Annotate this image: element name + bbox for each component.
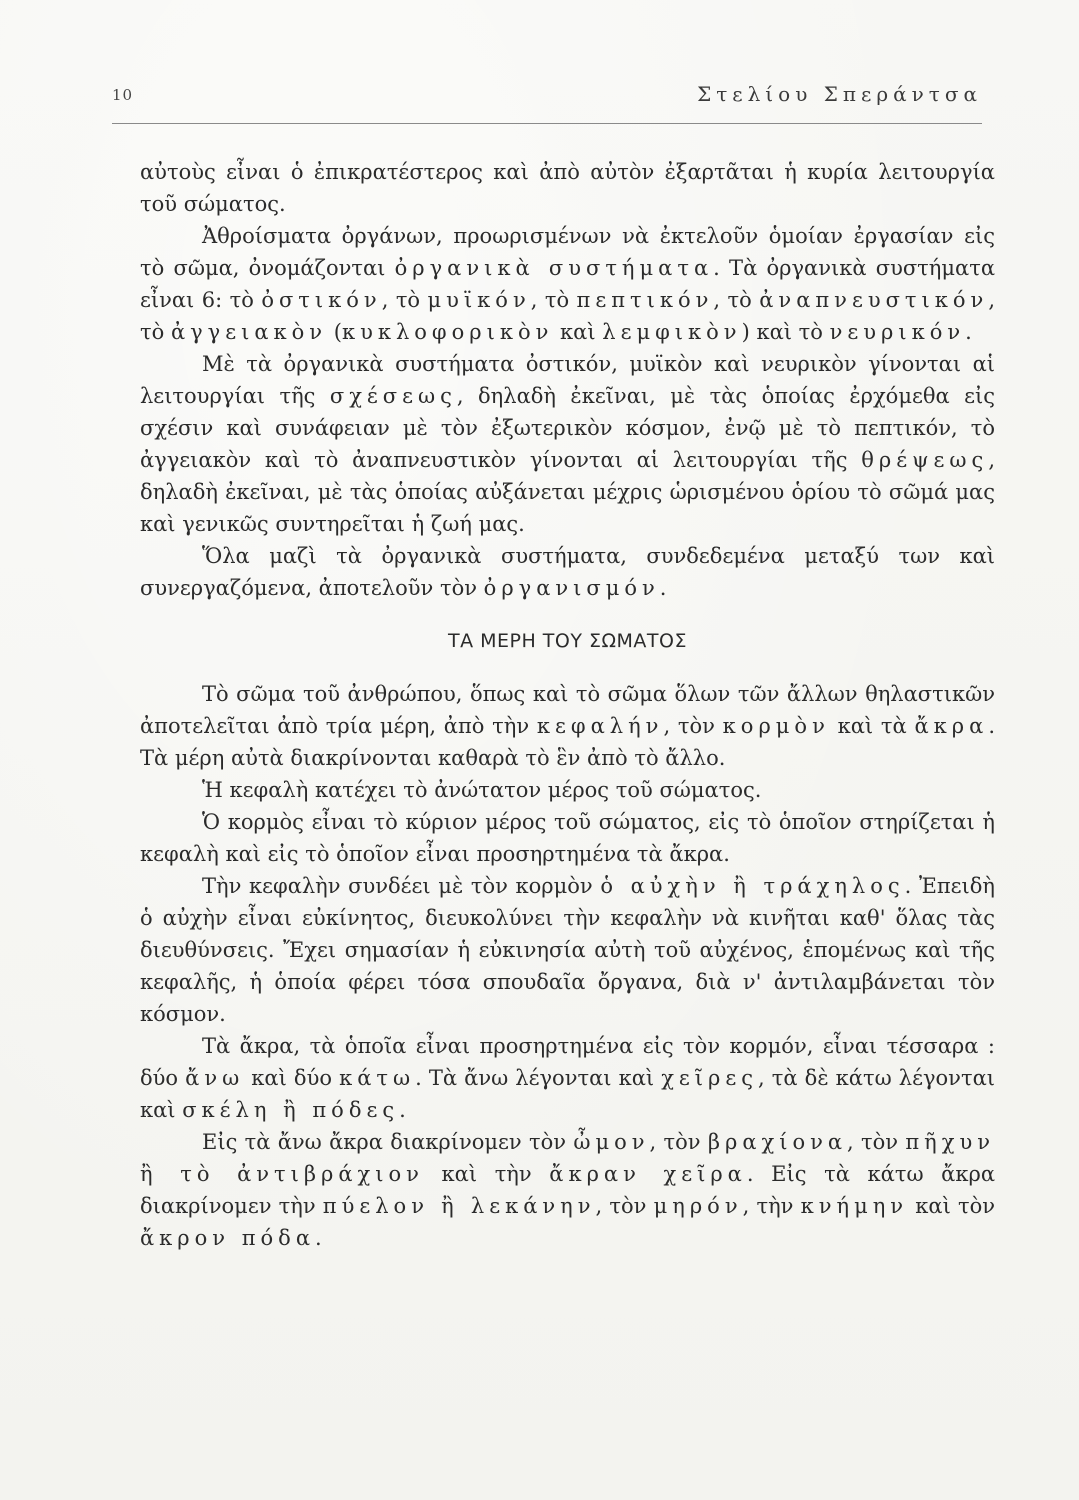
text-run: . bbox=[399, 1098, 406, 1122]
text-run: . Εἰς τὰ κάτω ἄκρα διακρίνομεν τὴν bbox=[140, 1162, 996, 1218]
emphasis: ἀγγειακὸν bbox=[170, 320, 328, 344]
text-run: , δηλαδὴ ἐκεῖναι, μὲ τὰς ὁποίας ἐρχόμεθα εἰς σχέσιν καὶ συνάφειαν μὲ τὸν ἐξωτερικὸν κόσμον, ἐνῷ μὲ τὸ πεπτικόν, τὸ ἀγγειακὸν καὶ τὸ ἀναπνευστικὸν γίνονται αἱ λειτουργίαι τῆς bbox=[140, 384, 995, 472]
emphasis: μυϊκόν bbox=[427, 288, 531, 312]
text-run: . Ἐπειδὴ ὁ αὐχὴν εἶναι εὐκίνητος, διευκολύνει τὴν κεφαλὴν νὰ κινῆται καθ' ὅλας τὰς διευθύνσεις. Ἔχει σημασίαν ἡ εὐκινησία αὐτὴ τοῦ αὐχένος, ἑπομένως καὶ τῆς κεφαλῆς, ἡ ὁποία φέρει τόσα σπουδαῖα ὄργανα, διὰ ν' ἀντιλαμβάνεται τὸν κόσμον. bbox=[140, 874, 996, 1026]
emphasis: πῆχυν ἢ τὸ ἀντιβράχιον bbox=[140, 1130, 995, 1186]
text-run: Ὁ κορμὸς εἶναι τὸ κύριον μέρος τοῦ σώματος, εἰς τὸ ὁποῖον στηρίζεται ἡ κεφαλὴ καὶ εἰς τὸ ὁποῖον εἶναι προσηρτημένα τὰ ἄκρα. bbox=[140, 810, 995, 866]
text-run: , τὸ bbox=[530, 288, 577, 312]
emphasis: ἄνω bbox=[185, 1066, 245, 1090]
paragraph-7 bbox=[140, 806, 995, 870]
text-run: καὶ bbox=[553, 320, 603, 344]
text-run: , τὸν bbox=[663, 714, 723, 738]
page-number: 10 bbox=[112, 86, 134, 104]
emphasis: χεῖρες bbox=[661, 1066, 759, 1090]
text-run: καὶ τὴν bbox=[423, 1162, 550, 1186]
emphasis: κάτω bbox=[339, 1066, 416, 1090]
emphasis: κνήμην bbox=[800, 1194, 909, 1218]
emphasis: θρέψεως bbox=[861, 448, 989, 472]
text-run: . bbox=[659, 576, 667, 600]
paragraph-8 bbox=[140, 870, 995, 1030]
emphasis: σκέλη ἢ πόδες bbox=[182, 1098, 400, 1122]
text-run: , δηλαδὴ ἐκεῖναι, μὲ τὰς ὁποίας αὐξάνεται μέχρις ὡρισμένου ὁρίου τὸ σῶμά μας καὶ γενικῶς συντηρεῖται ἡ ζωή μας. bbox=[140, 448, 995, 536]
emphasis: πύελον ἢ λεκάνην bbox=[322, 1194, 596, 1218]
emphasis: ὀστικόν bbox=[261, 288, 382, 312]
text-run: Ἀθροίσματα ὀργάνων, προωρισμένων νὰ ἐκτελοῦν ὁμοίαν ἐργασίαν εἰς τὸ σῶμα, ὀνομάζονται bbox=[140, 224, 995, 280]
text-run: . Τὰ ὀργανικὰ συστήματα εἶναι 6: τὸ bbox=[140, 256, 995, 312]
emphasis: ἀναπνευστικόν bbox=[759, 288, 989, 312]
emphasis: βραχίονα bbox=[707, 1130, 848, 1154]
emphasis: πεπτικόν bbox=[576, 288, 714, 312]
text-run: Ἡ κεφαλὴ κατέχει τὸ ἀνώτατον μέρος τοῦ σώματος. bbox=[202, 778, 762, 802]
emphasis: ὀργανισμόν bbox=[483, 576, 660, 600]
paragraph-1 bbox=[140, 156, 995, 220]
text-run: Τὰ ἄκρα, τὰ ὁποῖα εἶναι προσηρτημένα εἰς τὸν κορμόν, εἶναι τέσσαρα : δύο bbox=[140, 1034, 995, 1090]
paragraph-3 bbox=[140, 348, 995, 540]
text-run: καὶ τὰ bbox=[829, 714, 915, 738]
emphasis: κυκλοφορικὸν bbox=[341, 320, 554, 344]
emphasis: ὀργανικὰ συστήματα bbox=[394, 256, 714, 280]
emphasis: ὁ αὐχὴν ἢ τράχηλος bbox=[600, 874, 905, 898]
paragraph-5 bbox=[140, 678, 995, 774]
text-run: , τὸ bbox=[381, 288, 428, 312]
text-run: ) καὶ τὸ bbox=[741, 320, 830, 344]
emphasis: νευρικόν bbox=[829, 320, 966, 344]
text-run: Μὲ τὰ ὀργανικὰ συστήματα ὀστικόν, μυϊκὸν καὶ νευρικὸν γίνονται αἱ λειτουργίαι τῆς bbox=[140, 352, 995, 408]
text-run: Εἰς τὰ ἄνω ἄκρα διακρίνομεν τὸν bbox=[202, 1130, 574, 1154]
emphasis: ἄκρον πόδα bbox=[140, 1226, 316, 1250]
paragraph-4 bbox=[140, 540, 995, 604]
emphasis: ἄκραν χεῖρα bbox=[549, 1162, 747, 1186]
text-run: , τὸ bbox=[140, 288, 995, 344]
text-run: . bbox=[315, 1226, 322, 1250]
text-run: , τὸν bbox=[649, 1130, 708, 1154]
text-run: καὶ δύο bbox=[244, 1066, 340, 1090]
body-text bbox=[140, 156, 995, 1254]
emphasis: κεφαλήν bbox=[536, 714, 664, 738]
paragraph-2 bbox=[140, 220, 995, 348]
emphasis: ὦμον bbox=[573, 1130, 650, 1154]
text-run: , τὸ bbox=[713, 288, 760, 312]
text-run: . Τὰ μέρη αὐτὰ διακρίνονται καθαρὰ τὸ ἓν ἀπὸ τὸ ἄλλο. bbox=[140, 714, 995, 770]
text-run: . Τὰ ἄνω λέγονται καὶ bbox=[415, 1066, 662, 1090]
text-run: , τὰ δὲ κάτω λέγονται καὶ bbox=[140, 1066, 995, 1122]
text-run: αὐτοὺς εἶναι ὁ ἐπικρατέστερος καὶ ἀπὸ αὐτὸν ἐξαρτᾶται ἡ κυρία λειτουργία τοῦ σώματος. bbox=[140, 160, 995, 216]
text-run: καὶ τὸν bbox=[908, 1194, 996, 1218]
paragraph-10 bbox=[140, 1126, 995, 1254]
header-rule bbox=[112, 123, 982, 124]
emphasis: σχέσεως bbox=[329, 384, 457, 408]
section-heading: ΤΑ ΜΕΡΗ ΤΟΥ ΣΩΜΑΤΟΣ bbox=[447, 630, 687, 652]
text-run: Ὅλα μαζὶ τὰ ὀργανικὰ συστήματα, συνδεδεμένα μεταξύ των καὶ συνεργαζόμενα, ἀποτελοῦν τὸν bbox=[140, 544, 995, 600]
paragraph-9 bbox=[140, 1030, 995, 1126]
text-run: Τὴν κεφαλὴν συνδέει μὲ τὸν κορμὸν bbox=[202, 874, 601, 898]
text-run: , τὸν bbox=[847, 1130, 906, 1154]
emphasis: κορμὸν bbox=[722, 714, 830, 738]
page-header bbox=[112, 82, 982, 118]
emphasis: λεμφικὸν bbox=[602, 320, 742, 344]
text-run: ( bbox=[327, 320, 342, 344]
running-title: Στελίου Σπεράντσα bbox=[697, 82, 982, 106]
text-run: Τὸ σῶμα τοῦ ἀνθρώπου, ὅπως καὶ τὸ σῶμα ὅλων τῶν ἄλλων θηλαστικῶν ἀποτελεῖται ἀπὸ τρία μέρη, ἀπὸ τὴν bbox=[140, 682, 995, 738]
text-run: , τὸν bbox=[595, 1194, 654, 1218]
emphasis: μηρόν bbox=[653, 1194, 743, 1218]
text-run: . bbox=[965, 320, 972, 344]
emphasis: ἄκρα bbox=[914, 714, 989, 738]
text-run: , τὴν bbox=[742, 1194, 801, 1218]
paragraph-6 bbox=[140, 774, 995, 806]
